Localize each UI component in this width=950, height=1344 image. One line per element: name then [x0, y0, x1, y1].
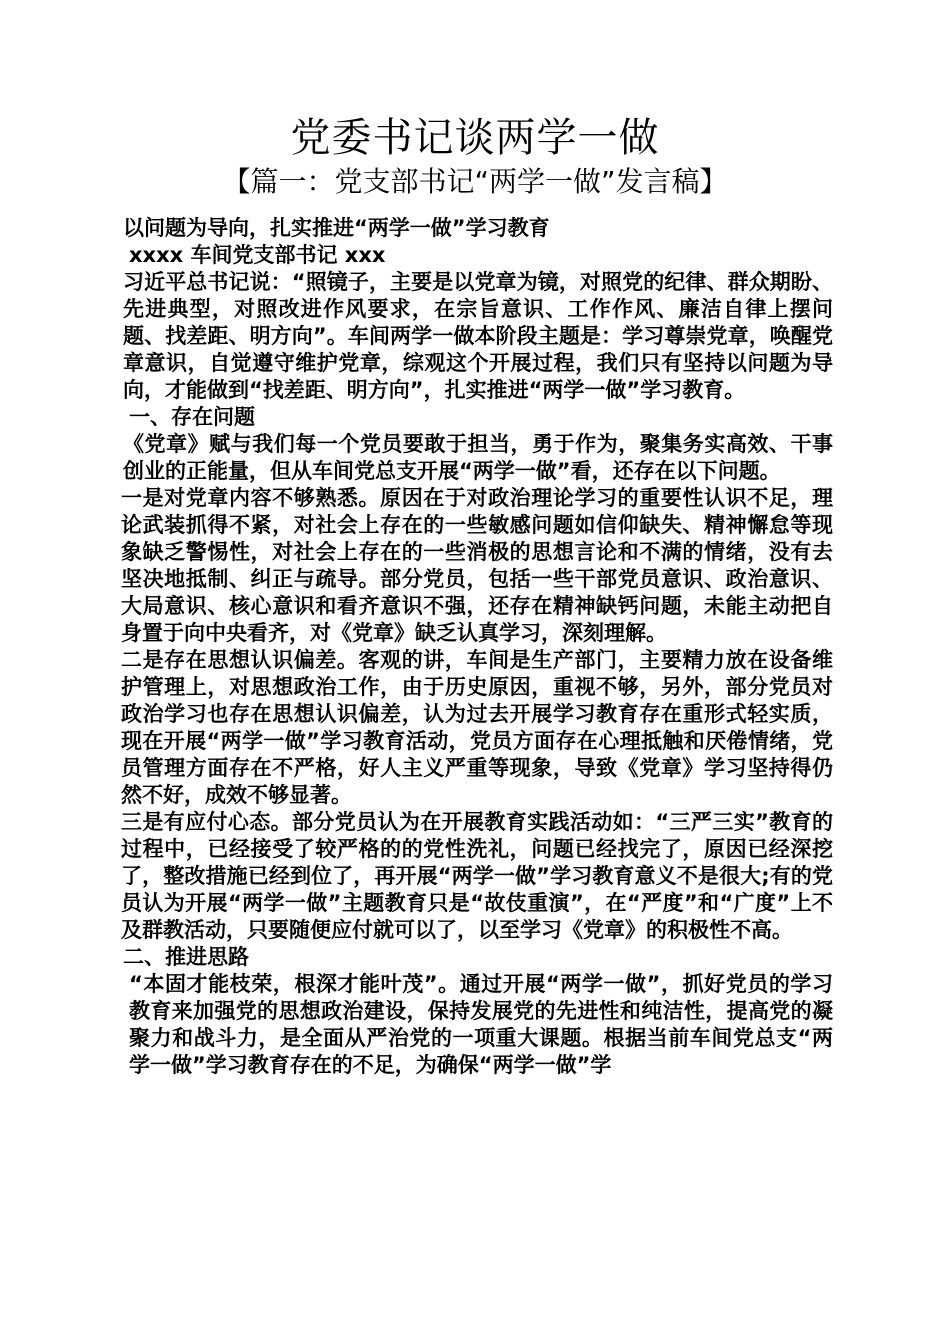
- speech-heading: 以问题为导向，扎实推进“两学一做”学习教育: [123, 216, 550, 240]
- document-subtitle: 【篇一：党支部书记“两学一做”发言稿】: [222, 165, 728, 198]
- body-paragraph: 三是有应付心态。部分党员认为在开展教育实践活动如：“三严三实”教育的过程中，已经接受了较严格的的党性洗礼，问题已经找完了，原因已经深挖了，整改措施已经到位了，再开展“两学一做”学习教育意义不是很大;有的党员认为开展“两学一做”主题教育只是“故伎重演”，在“严度”和“广度”上不及群教活动，只要随便应付就可以了，以至学习《党章》的积极性不高。: [121, 810, 833, 942]
- body-paragraph: “本固才能枝荣，根深才能叶茂”。通过开展“两学一做”，抓好党员的学习教育来加强党的思想政治建设，保持发展党的先进性和纯洁性，提高党的凝聚力和战斗力，是全面从严治党的一项重大课题。根据当前车间党总支“两学一做”学习教育存在的不足，为确保“两学一做”学: [129, 972, 833, 1077]
- section-heading: 二、推进思路: [123, 945, 249, 969]
- body-paragraph: 《党章》赋与我们每一个党员要敢于担当，勇于作为，聚集务实高效、干事创业的正能量，但从车间党总支开展“两学一做”看，还存在以下问题。: [123, 432, 833, 483]
- body-paragraph: 习近平总书记说：“照镜子，主要是以党章为镜，对照党的纪律、群众期盼、先进典型，对照改进作风要求，在宗旨意识、工作作风、廉洁自律上摆问题、找差距、明方向”。车间两学一做本阶段主题是：学习尊崇党章，唤醒党章意识，自觉遵守维护党章，综观这个开展过程，我们只有坚持以问题为导向，才能做到“找差距、明方向”，扎实推进“两学一做”学习教育。: [123, 270, 833, 402]
- document-title: 党委书记谈两学一做: [290, 115, 660, 161]
- document-body: [117, 215, 833, 1079]
- speaker-line: xxxx 车间党支部书记 xxx: [129, 243, 386, 267]
- body-paragraph: 一是对党章内容不够熟悉。原因在于对政治理论学习的重要性认识不足，理论武装抓得不紧，对社会上存在的一些敏感问题如信仰缺失、精神懈怠等现象缺乏警惕性，对社会上存在的一些消极的思想言论和不满的情绪，没有去坚决地抵制、纠正与疏导。部分党员，包括一些干部党员意识、政治意识、大局意识、核心意识和看齐意识不强，还存在精神缺钙问题，未能主动把自身置于向中央看齐，对《党章》缺乏认真学习，深刻理解。: [121, 486, 833, 645]
- section-heading: 一、存在问题: [129, 405, 255, 429]
- body-paragraph: 二是存在思想认识偏差。客观的讲，车间是生产部门，主要精力放在设备维护管理上，对思想政治工作，由于历史原因，重视不够，另外，部分党员对政治学习也存在思想认识偏差，认为过去开展学习教育存在重形式轻实质，现在开展“两学一做”学习教育活动，党员方面存在心理抵触和厌倦情绪，党员管理方面存在不严格，好人主义严重等现象，导致《党章》学习坚持得仍然不好，成效不够显著。: [121, 648, 833, 807]
